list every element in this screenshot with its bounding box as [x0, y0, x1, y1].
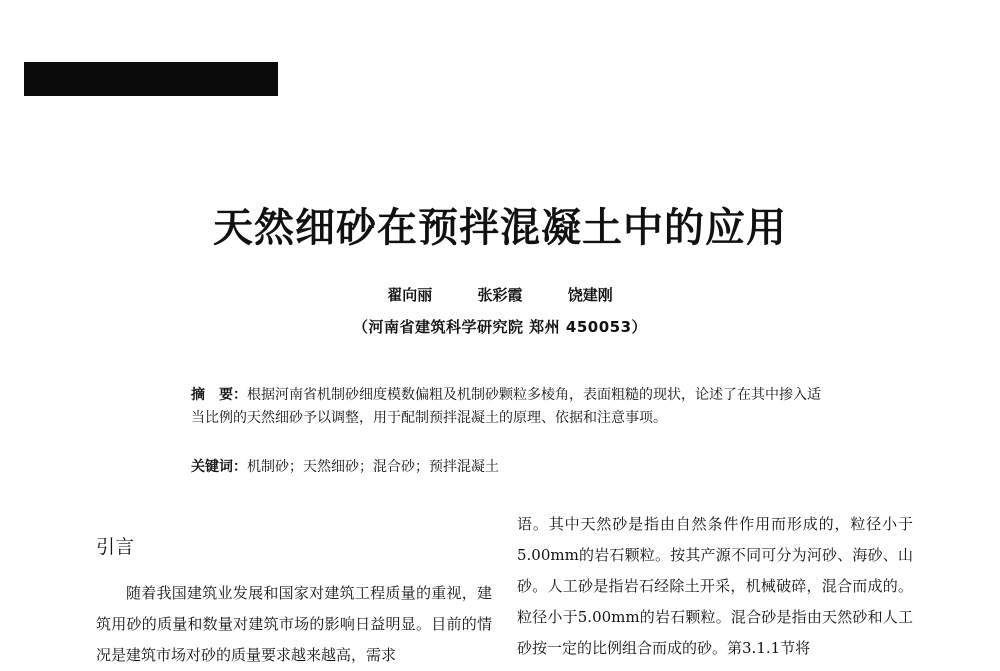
author-1: 翟向丽	[387, 286, 433, 304]
body-paragraph: 随着我国建筑业发展和国家对建筑工程质量的重视，建筑用砂的质量和数量对建筑市场的影响日益明显。目前的情况是建筑市场对砂的质量要求越来越高，需求	[96, 584, 492, 664]
keywords-label: 关键词：	[191, 459, 247, 475]
abstract-text: 根据河南省机制砂细度模数偏粗及机制砂颗粒多棱角，表面粗糙的现状，论述了在其中掺入适当比例的天然细砂予以调整，用于配制预拌混凝土的原理、依据和注意事项。	[191, 387, 821, 426]
redacted-header-bar	[24, 62, 278, 96]
keywords-text: 机制砂；天然细砂；混合砂；预拌混凝土	[247, 459, 499, 475]
author-3: 饶建刚	[567, 286, 613, 304]
author-2: 张彩霞	[477, 286, 523, 304]
body-column-left	[96, 578, 492, 671]
abstract	[191, 384, 831, 430]
body-column-right	[517, 509, 913, 664]
paper-title: 天然细砂在预拌混凝土中的应用	[213, 205, 787, 251]
abstract-label: 摘 要：	[191, 387, 247, 403]
keywords	[191, 456, 831, 476]
affiliation: （河南省建筑科学研究院 郑州 450053）	[352, 318, 648, 336]
body-paragraph: 语。其中天然砂是指由自然条件作用而形成的，粒径小于5.00mm的岩石颗粒。按其产源不同可分为河砂、海砂、山砂。人工砂是指岩石经除土开采，机械破碎，混合而成的。粒径小于5.00mm的岩石颗粒。混合砂是指由天然砂和人工砂按一定的比例组合而成的砂。第3.1.1节将	[517, 515, 913, 657]
section-heading-introduction: 引言	[96, 536, 135, 558]
author-list	[0, 284, 1000, 305]
